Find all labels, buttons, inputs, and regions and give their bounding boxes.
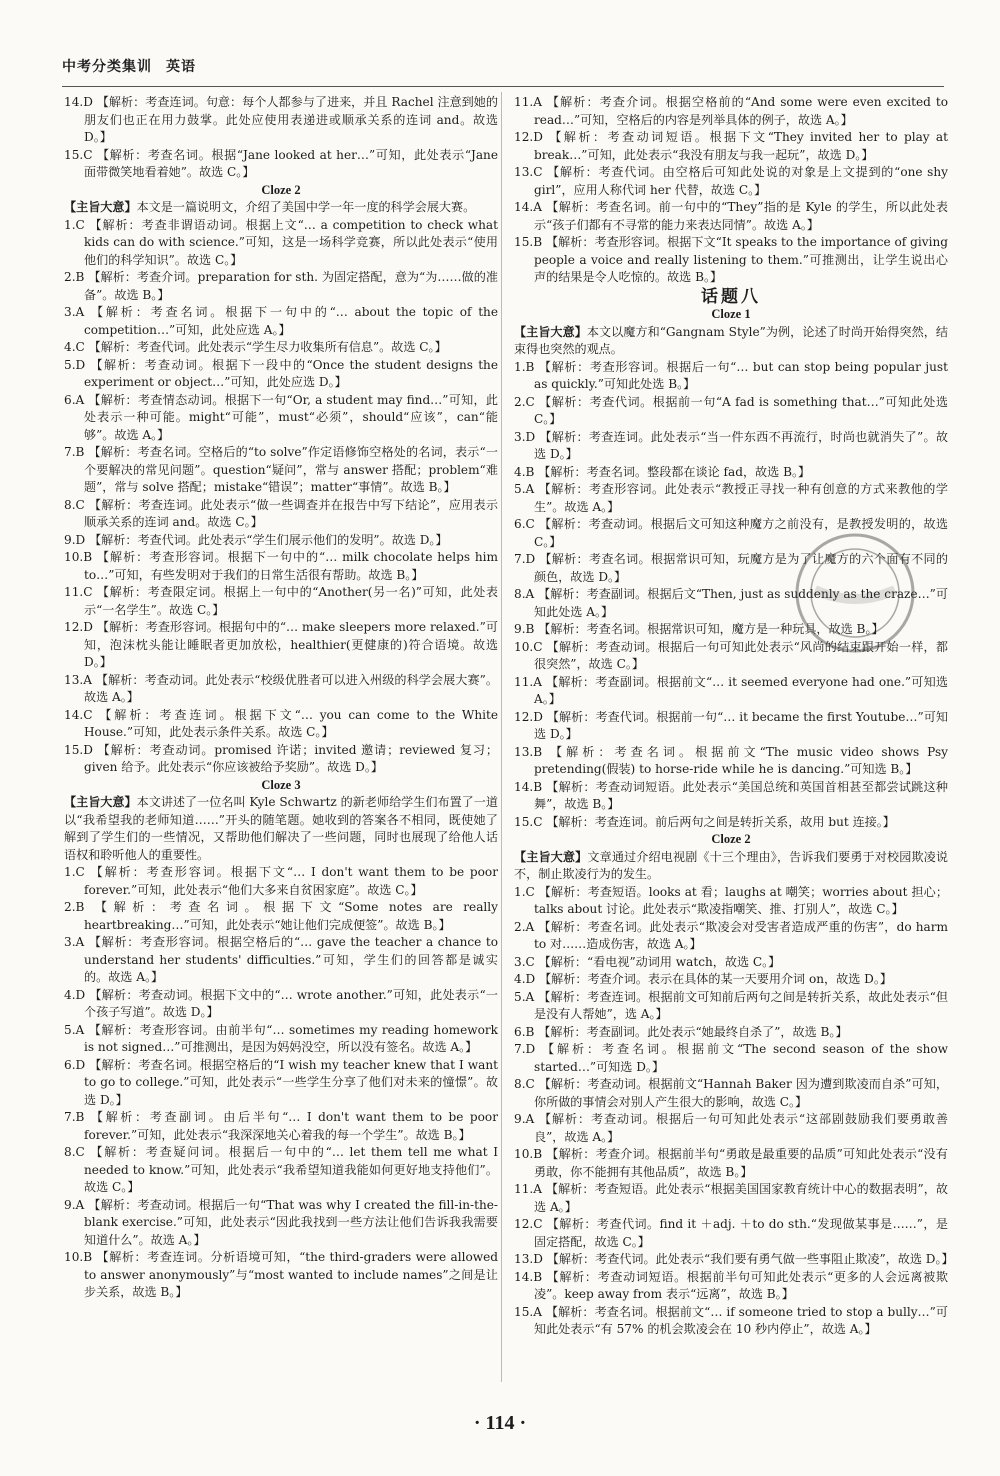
main-idea-tag: 【主旨大意】 (64, 200, 137, 214)
answer-item: 7.B 【解析：考查副词。由后半句“… I don't want them to be poor forever.”可知，此处表示“我深深地关心着我的每一个学生”。故选 B。】 (64, 1110, 498, 1142)
answer-item: 14.D 【解析：考查连词。句意：每个人都参与了进来，并且 Rachel 注意到她的朋友们也正在用力鼓掌。此处应使用表递进或顺承关系的连词 and。故选 D。】 (64, 95, 498, 144)
answer-item: 12.D 【解析：考查形容词。根据句中的“… make sleepers more relaxed.”可知，泡沫枕头能让睡眠者更加放松，healthier(更健康的)符合语境。故选 D。】 (64, 620, 498, 669)
answer-item: 10.B 【解析：考查连词。分析语境可知，“the third-graders were allowed to answer anonymously”与“most wanted to include names”之间是让步关系，故选 B。】 (64, 1250, 498, 1299)
answer-item: 9.B 【解析：考查名词。根据常识可知，魔方是一种玩具，故选 B。】 (514, 622, 884, 636)
answer-item: 8.C 【解析：考查疑问词。根据后一句中的“… let them tell me what I needed to know.”可知，此处表示“我希望知道我能如何更好地支持他们”。故选 C。】 (64, 1145, 498, 1194)
answer-item: 2.C 【解析：考查代词。根据前一句“A fad is something that…”可知此处选 C。】 (514, 394, 948, 426)
answer-item: 4.B 【解析：考查名词。整段都在谈论 fad，故选 B。】 (514, 464, 811, 479)
answer-item: 10.B 【解析：考查形容词。根据下一句中的“… milk chocolate helps him to…”可知，有些发明对于我们的日常生活很有帮助。故选 B。】 (64, 550, 498, 582)
answer-item: 15.B 【解析：考查形容词。根据下文“It speaks to the importance of giving people a voice and really listening to them.”可推测出，让学生说出心声的结果是令人吃惊的。故选 B。】 (514, 235, 948, 284)
right-column (514, 94, 954, 1339)
left-column (64, 94, 498, 1302)
header-rule (62, 86, 944, 87)
main-idea-paragraph (514, 849, 948, 884)
main-idea-text: 文章通过介绍电视剧《十三个理由》，告诉我们要勇于对校园欺凌说不，制止欺凌行为的发生。 (514, 849, 948, 881)
answer-item: 4.D 【解析：考查动词。根据下文中的“… wrote another.”可知，此处表示“一个孩子写道”。故选 D。】 (64, 987, 498, 1019)
answer-item: 9.D 【解析：考查代词。此处表示“学生们展示他们的发明”。故选 D。】 (64, 532, 448, 547)
answer-item: 11.A 【解析：考查介词。根据空格前的“And some were even excited to read…”可知，空格后的内容是列举具体的例子，故选 A。】 (514, 95, 948, 127)
answer-item: 13.C 【解析：考查代词。由空格后可知此处说的对象是上文提到的“one shy girl”，应用人称代词 her 代替，故选 C。】 (514, 165, 948, 197)
answer-item: 6.C 【解析：考查动词。根据后文可知这种魔方之前没有，是教授发明的，故选 C。】 (514, 517, 948, 549)
main-idea-paragraph (64, 199, 498, 217)
answer-item: 15.C 【解析：考查名词。根据“Jane looked at her…”可知，此处表示“Jane 面带微笑地看着她”。故选 C。】 (64, 147, 498, 179)
topic-heading: 话题八 (701, 286, 761, 307)
answer-item: 15.C 【解析：考查连词。前后两句之间是转折关系，故用 but 连接。】 (514, 814, 895, 829)
answer-item: 9.A 【解析：考查动词。根据后一句“That was why I created the fill-in-the-blank exercise.”可知，此处表示“因此我找到一些方法让他们告诉我我需要知道什么”。故选 A。】 (64, 1197, 498, 1247)
answer-item: 7.D 【解析：考查名词。根据前文“The second season of the show started…”可知选 D。】 (514, 1042, 948, 1074)
answer-item: 1.C 【解析：考查短语。looks at 看；laughs at 嘲笑；worries about 担心；talks about 讨论。此处表示“欺凌指嘲笑、推、打别人”，故选 C。】 (514, 884, 948, 916)
answer-item: 8.C 【解析：考查动词。根据前文“Hannah Baker 因为遭到欺凌而自杀”可知，你所做的事情会对别人产生很大的影响，故选 C。】 (514, 1077, 948, 1109)
column-divider (501, 92, 502, 1382)
answer-item: 14.A 【解析：考查名词。前一句中的“They”指的是 Kyle 的学生，所以此处表示“孩子们都有不寻常的能力来表达同情”。故选 A。】 (514, 200, 948, 232)
answer-item: 1.C 【解析：考查形容词。根据下文“… I don't want them to be poor forever.”可知，此处表示“他们大多来自贫困家庭”。故选 C。】 (64, 865, 498, 897)
answer-item: 7.D 【解析：考查名词。根据常识可知，玩魔方是为了让魔方的六个面有不同的颜色，故选 D。】 (514, 552, 948, 584)
main-idea-text: 本文讲述了一位名叫 Kyle Schwartz 的新老师给学生们布置了一道以“我希望我的老师知道……”开头的随笔题。她收到的答案各不相同，既使她了解到了学生们的一些情况，又帮助他们解决了一些问题，同时也展现了给他人话语权和聆听他人的重要性。 (64, 795, 498, 862)
answer-item: 13.D 【解析：考查代词。此处表示“我们要有勇气做一些事阻止欺凌”，故选 D。】 (514, 1252, 954, 1266)
main-idea-paragraph (64, 794, 498, 864)
cloze-heading: Cloze 1 (711, 307, 751, 321)
answer-item: 10.B 【解析：考查介词。根据前半句“勇敢是最重要的品质”可知此处表示“没有勇敢，你不能拥有其他品质”，故选 B。】 (514, 1147, 948, 1179)
answer-item: 15.A 【解析：考查名词。根据前文“… if someone tried to stop a bully…”可知此处表示“有 57% 的机会欺凌会在 10 秒内停止”，故选 A。】 (514, 1304, 948, 1336)
answer-item: 8.C 【解析：考查连词。此处表示“做一些调查并在报告中写下结论”，应用表示顺承关系的连词 and。故选 C。】 (64, 497, 498, 529)
answer-item: 3.C 【解析：“看电视”动词用 watch，故选 C。】 (514, 954, 781, 969)
answer-item: 7.B 【解析：考查名词。空格后的“to solve”作定语修饰空格处的名词，表示“一个要解决的常见问题”。question“疑问”，常与 answer 搭配；problem“难题”，常与 solve 搭配；mistake“错误”；matter“事情”。故选 B。】 (64, 445, 498, 494)
answer-item: 11.A 【解析：考查副词。根据前文“… it seemed everyone had one.”可知选 A。】 (514, 674, 948, 706)
answer-item: 5.A 【解析：考查形容词。此处表示“教授正寻找一种有创意的方式来教他的学生”。故选 A。】 (514, 482, 948, 514)
main-idea-text: 本文是一篇说明文，介绍了美国中学一年一度的科学会展大赛。 (136, 200, 476, 214)
answer-item: 3.A 【解析：考查名词。根据下一句中的“… about the topic of the competition…”可知，此处应选 A。】 (64, 305, 498, 337)
answer-item: 8.A 【解析：考查副词。根据后文“Then, just as suddenly as the craze…”可知此处选 A。】 (514, 587, 948, 619)
main-idea-tag: 【主旨大意】 (64, 795, 137, 809)
answer-item: 11.C 【解析：考查限定词。根据上一句中的“Another(另一名)”可知，此处表示“一名学生”。故选 C。】 (64, 585, 498, 617)
answer-item: 14.B 【解析：考查动词短语。此处表示“美国总统和英国首相甚至都尝试跳这种舞”，故选 B。】 (514, 779, 948, 811)
answer-item: 3.A 【解析：考查形容词。根据空格后的“… gave the teacher a chance to understand her students' difficulties.”可知，学生们的回答都是诚实的。故选 A。】 (64, 935, 498, 984)
answer-item: 1.C 【解析：考查非谓语动词。根据上文“… a competition to check what kids can do with science.”可知，这是一场科学竞赛，所以此处表示“使用他们的科学知识”。故选 C。】 (64, 217, 498, 267)
answer-item: 15.D 【解析：考查动词。promised 许诺；invited 邀请；reviewed 复习；given 给予。此处表示“你应该被给予奖励”。故选 D。】 (64, 742, 498, 774)
answer-item: 5.A 【解析：考查连词。根据前文可知前后两句之间是转折关系，故此处表示“但是没有人帮她”，选 A。】 (514, 989, 948, 1021)
answer-item: 10.C 【解析：考查动词。根据后一句可知此处表示“风尚的结束跟开始一样，都很突然”，故选 C。】 (514, 639, 948, 671)
cloze-heading: Cloze 3 (261, 777, 301, 792)
answer-item: 2.A 【解析：考查名词。此处表示“欺凌会对受害者造成严重的伤害”，do harm to 对……造成伤害，故选 A。】 (514, 919, 948, 951)
answer-item: 5.D 【解析：考查动词。根据下一段中的“Once the student designs the experiment or object…”可知，此处应选 D。】 (64, 357, 498, 389)
homework-stamp (790, 528, 920, 658)
answer-item: 1.B 【解析：考查形容词。根据后一句“… but can stop being popular just as quickly.”可知此处选 B。】 (514, 359, 948, 391)
answer-item: 13.B 【解析：考查名词。根据前文“The music video shows Psy pretending(假装) to horse-ride while he is dancing.”可知选 B。】 (514, 744, 948, 776)
main-idea-text: 本文以魔方和“Gangnam Style”为例，论述了时尚开始得突然，结束得也突然的观点。 (514, 324, 948, 356)
answer-item: 4.C 【解析：考查代词。此处表示“学生尽力收集所有信息”。故选 C。】 (64, 340, 447, 354)
main-idea-tag: 【主旨大意】 (514, 324, 587, 339)
answer-item: 5.A 【解析：考查形容词。由前半句“… sometimes my reading homework is not signed…”可推测出，是因为妈妈没空，所以没有签名。故选 A。】 (64, 1022, 498, 1054)
stamp-band (815, 590, 895, 599)
subject-label: 英语 (166, 59, 196, 75)
answer-item: 11.A 【解析：考查短语。此处表示“根据美国国家教育统计中心的数据表明”，故选 A。】 (514, 1182, 948, 1214)
answer-item: 9.A 【解析：考查动词。根据后一句可知此处表示“这部剧鼓励我们要勇敢善良”，故选 A。】 (514, 1112, 948, 1144)
page-number: · 114 · (473, 1412, 527, 1434)
answer-item: 13.A 【解析：考查动词。此处表示“校级优胜者可以进入州级的科学会展大赛”。故选 A。】 (64, 672, 498, 704)
page-header (62, 56, 196, 76)
answer-item: 2.B 【解析：考查名词。根据下文“Some notes are really heartbreaking…”可知，此处表示“她让他们完成便签”。故选 B。】 (64, 900, 498, 932)
answer-item: 6.A 【解析：考查情态动词。根据下一句“Or, a student may find…”可知，此处表示一种可能。might“可能”，must“必须”，should“应该”，can“能够”。故选 A。】 (64, 392, 498, 442)
answer-item: 3.D 【解析：考查连词。此处表示“当一件东西不再流行，时尚也就消失了”。故选 D。】 (514, 429, 948, 461)
answer-item: 14.C 【解析：考查连词。根据下文“… you can come to the White House.”可知，此处表示条件关系。故选 C。】 (64, 707, 498, 739)
main-idea-paragraph (514, 324, 948, 359)
answer-item: 2.B 【解析：考查介词。preparation for sth. 为固定搭配，意为“为……做的准备”。故选 B。】 (64, 270, 498, 302)
answer-item: 6.D 【解析：考查名词。根据空格后的“I wish my teacher knew that I want to go to college.”可知，此处表示“一些学生分享了他们对未来的憧憬”。故选 D。】 (64, 1057, 498, 1107)
answer-item: 6.B 【解析：考查副词。此处表示“她最终自杀了”，故选 B。】 (514, 1024, 848, 1039)
cloze-heading: Cloze 2 (261, 182, 301, 197)
answer-item: 14.B 【解析：考查动词短语。根据前半句可知此处表示“更多的人会远离被欺凌”。keep away from 表示“远离”，故选 B。】 (514, 1269, 948, 1301)
answer-item: 12.D 【解析：考查代词。根据前一句“… it became the first Youtube…”可知选 D。】 (514, 709, 948, 741)
cloze-heading: Cloze 2 (711, 832, 751, 846)
answer-item: 12.C 【解析：考查代词。find it ＋adj. ＋to do sth.“发现做某事是……”，是固定搭配，故选 C。】 (514, 1217, 948, 1249)
book-title: 中考分类集训 (62, 59, 152, 75)
answer-item: 12.D 【解析：考查动词短语。根据下文“They invited her to play at break…”可知，此处表示“我没有朋友与我一起玩”，故选 D。】 (514, 130, 948, 162)
answer-item: 4.D 【解析：考查介词。表示在具体的某一天要用介词 on，故选 D。】 (514, 972, 893, 986)
main-idea-tag: 【主旨大意】 (514, 849, 588, 864)
